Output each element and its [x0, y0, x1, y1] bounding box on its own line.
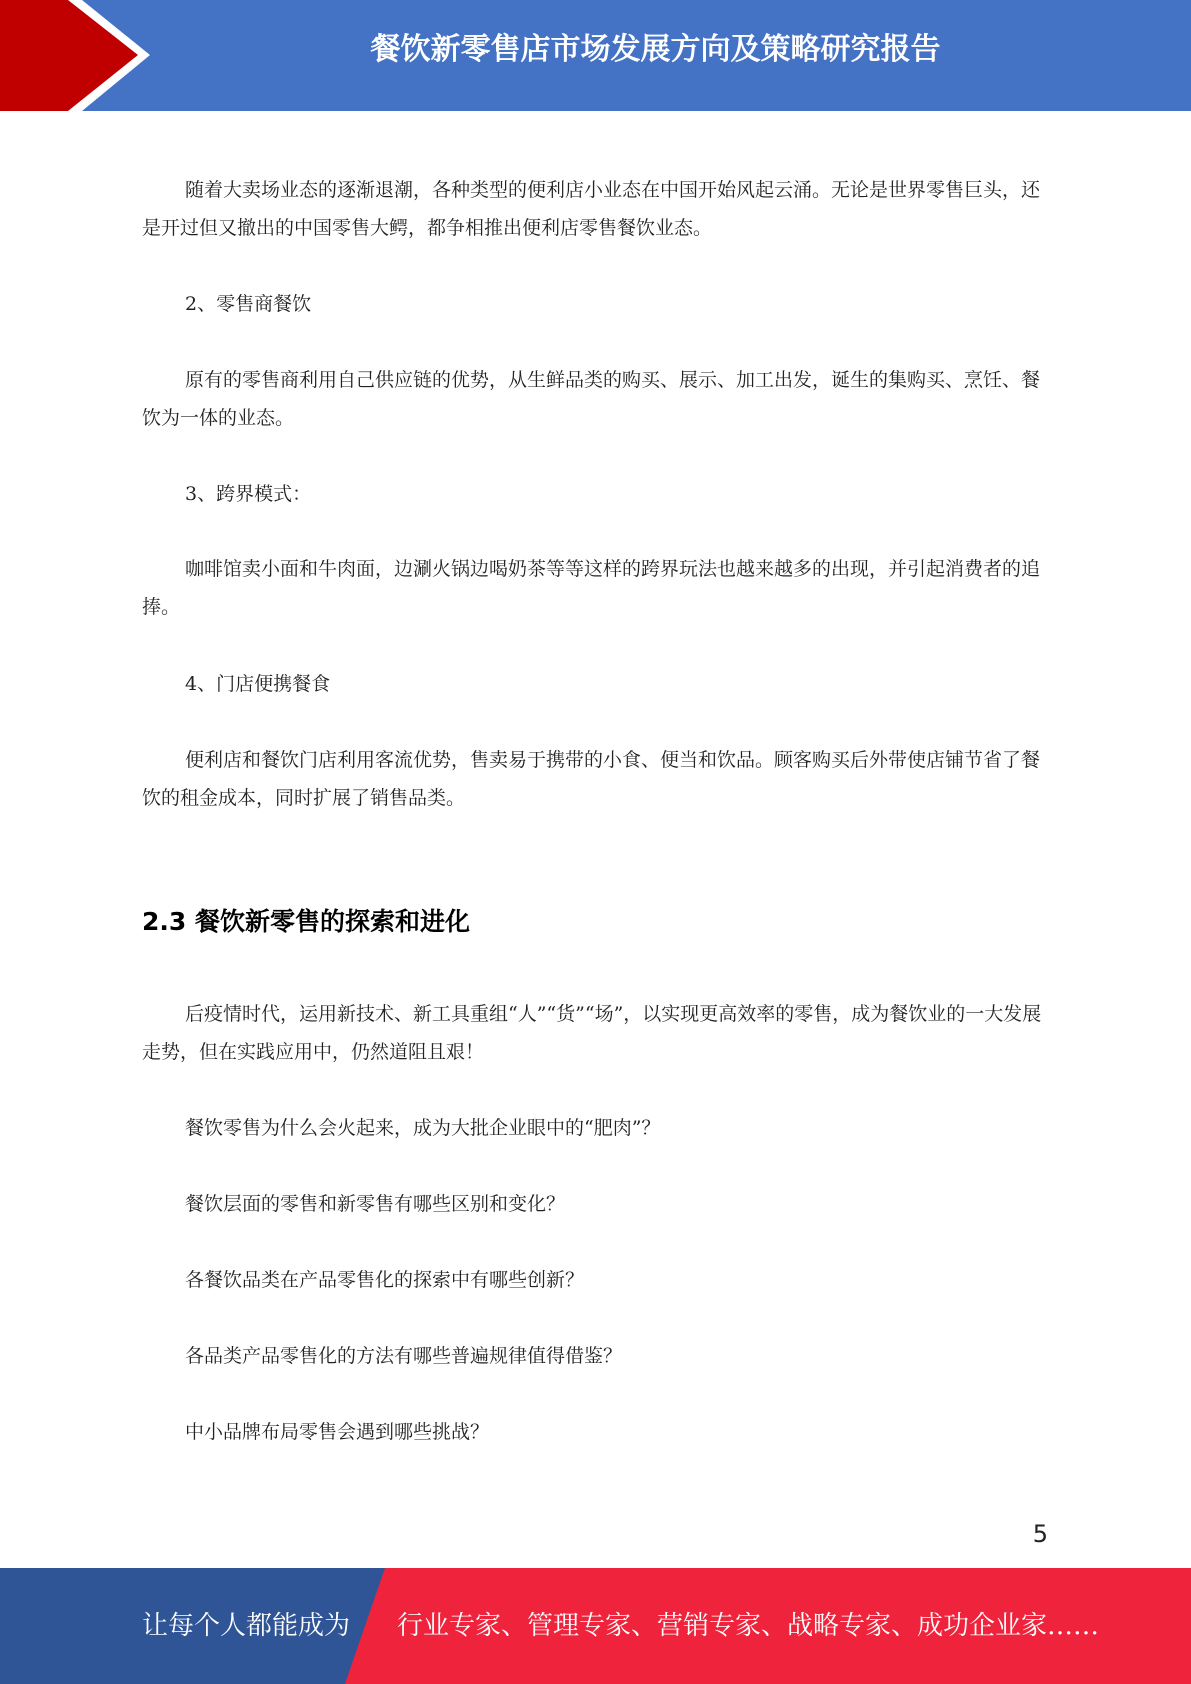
header-title: 餐饮新零售店市场发展方向及策略研究报告: [370, 32, 941, 67]
question-innovations: 各餐饮品类在产品零售化的探索中有哪些创新？: [185, 1269, 585, 1291]
question-challenges: 中小品牌布局零售会遇到哪些挑战？: [185, 1421, 490, 1443]
page-footer: [0, 1568, 1191, 1684]
list-item-portable-meals: 4、门店便携餐食: [185, 673, 331, 695]
section-heading-2-3: 2.3 餐饮新零售的探索和进化: [142, 907, 470, 936]
paragraph-post-pandemic: 后疫情时代，运用新技术、新工具重组“人”“货”“场”，以实现更高效率的零售，成为餐饮业的一大发展走势，但在实践应用中，仍然道阻且艰！: [142, 1003, 1042, 1063]
question-differences: 餐饮层面的零售和新零售有哪些区别和变化？: [185, 1193, 566, 1215]
list-item-crossover-mode: 3、跨界模式：: [185, 483, 312, 505]
page-number: 5: [1032, 1520, 1048, 1548]
paragraph-portable-meals: 便利店和餐饮门店利用客流优势，售卖易于携带的小食、便当和饮品。顾客购买后外带使店铺节省了餐饮的租金成本，同时扩展了销售品类。: [142, 749, 1041, 809]
page-header: [0, 0, 1191, 111]
header-red-chevron-decoration: [0, 0, 138, 111]
question-why-popular: 餐饮零售为什么会火起来，成为大批企业眼中的“肥肉”？: [185, 1117, 661, 1139]
paragraph-retailer-dining: 原有的零售商利用自己供应链的优势，从生鲜品类的购买、展示、加工出发，诞生的集购买、烹饪、餐饮为一体的业态。: [142, 369, 1041, 429]
footer-slogan-right: 行业专家、管理专家、营销专家、战略专家、成功企业家……: [397, 1611, 1100, 1641]
list-item-retailer-dining: 2、零售商餐饮: [185, 293, 312, 315]
paragraph-crossover-mode: 咖啡馆卖小面和牛肉面，边涮火锅边喝奶茶等等这样的跨界玩法也越来越多的出现，并引起消费者的追捧。: [142, 558, 1041, 618]
footer-slogan-left: 让每个人都能成为: [142, 1611, 351, 1641]
paragraph-convenience-store: 随着大卖场业态的逐渐退潮，各种类型的便利店小业态在中国开始风起云涌。无论是世界零售巨头，还是开过但又撤出的中国零售大鳄，都争相推出便利店零售餐饮业态。: [142, 179, 1041, 239]
question-common-rules: 各品类产品零售化的方法有哪些普遍规律值得借鉴？: [185, 1345, 623, 1367]
